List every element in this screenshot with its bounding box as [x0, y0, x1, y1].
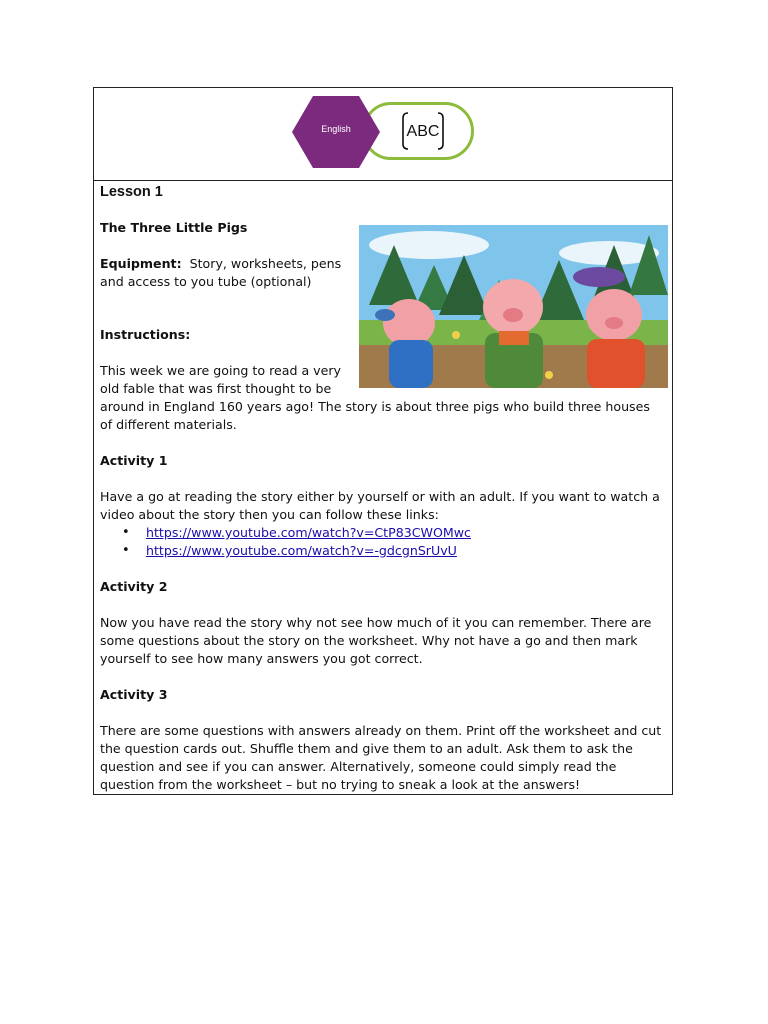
- activity-3-heading: Activity 3: [100, 687, 168, 702]
- list-item: [100, 524, 666, 542]
- abc-icon: [402, 111, 444, 151]
- intro-text: This week we are going to read a very old fable that was first thought to be around in England 160 years ago! The story is about three pigs who build three houses of different materials.: [100, 363, 650, 432]
- activity-2-text: Now you have read the story why not see how much of it you can remember. There are some questions about the story on the worksheet. Why not have a go and then mark yourself to see how many answers you got correct.: [100, 615, 652, 666]
- subject-label: English: [321, 124, 351, 134]
- equipment-label: Equipment:: [100, 256, 182, 271]
- lesson-heading: Lesson 1: [100, 184, 163, 200]
- three-little-pigs-illustration: [359, 225, 668, 388]
- video-links-list: [100, 524, 666, 560]
- lesson-sheet: [93, 87, 673, 795]
- activity-1-heading: Activity 1: [100, 453, 168, 468]
- subject-header: [94, 88, 672, 181]
- youtube-link-2[interactable]: https://www.youtube.com/watch?v=-gdcgnSrUvU: [146, 543, 457, 558]
- lesson-content: [100, 183, 666, 794]
- activity-2-heading: Activity 2: [100, 579, 168, 594]
- abc-label: ABC: [406, 123, 440, 140]
- equipment-text: Story, worksheets, pens and access to you tube (optional): [100, 256, 342, 289]
- lesson-title: The Three Little Pigs: [100, 220, 248, 235]
- instructions-label: Instructions:: [100, 327, 191, 342]
- list-item: [100, 542, 666, 560]
- activity-3-text: There are some questions with answers already on them. Print off the worksheet and cut the question cards out. Shuffle them and give them to an adult. Ask them to ask the question and see if you can answer. Alternatively, someone could simply read the question from the worksheet – but no trying to sneak a look at the answers!: [100, 723, 662, 792]
- youtube-link-1[interactable]: https://www.youtube.com/watch?v=CtP83CWOMwc: [146, 525, 471, 540]
- activity-1-text: Have a go at reading the story either by yourself or with an adult. If you want to watch a video about the story then you can follow these links:: [100, 489, 660, 522]
